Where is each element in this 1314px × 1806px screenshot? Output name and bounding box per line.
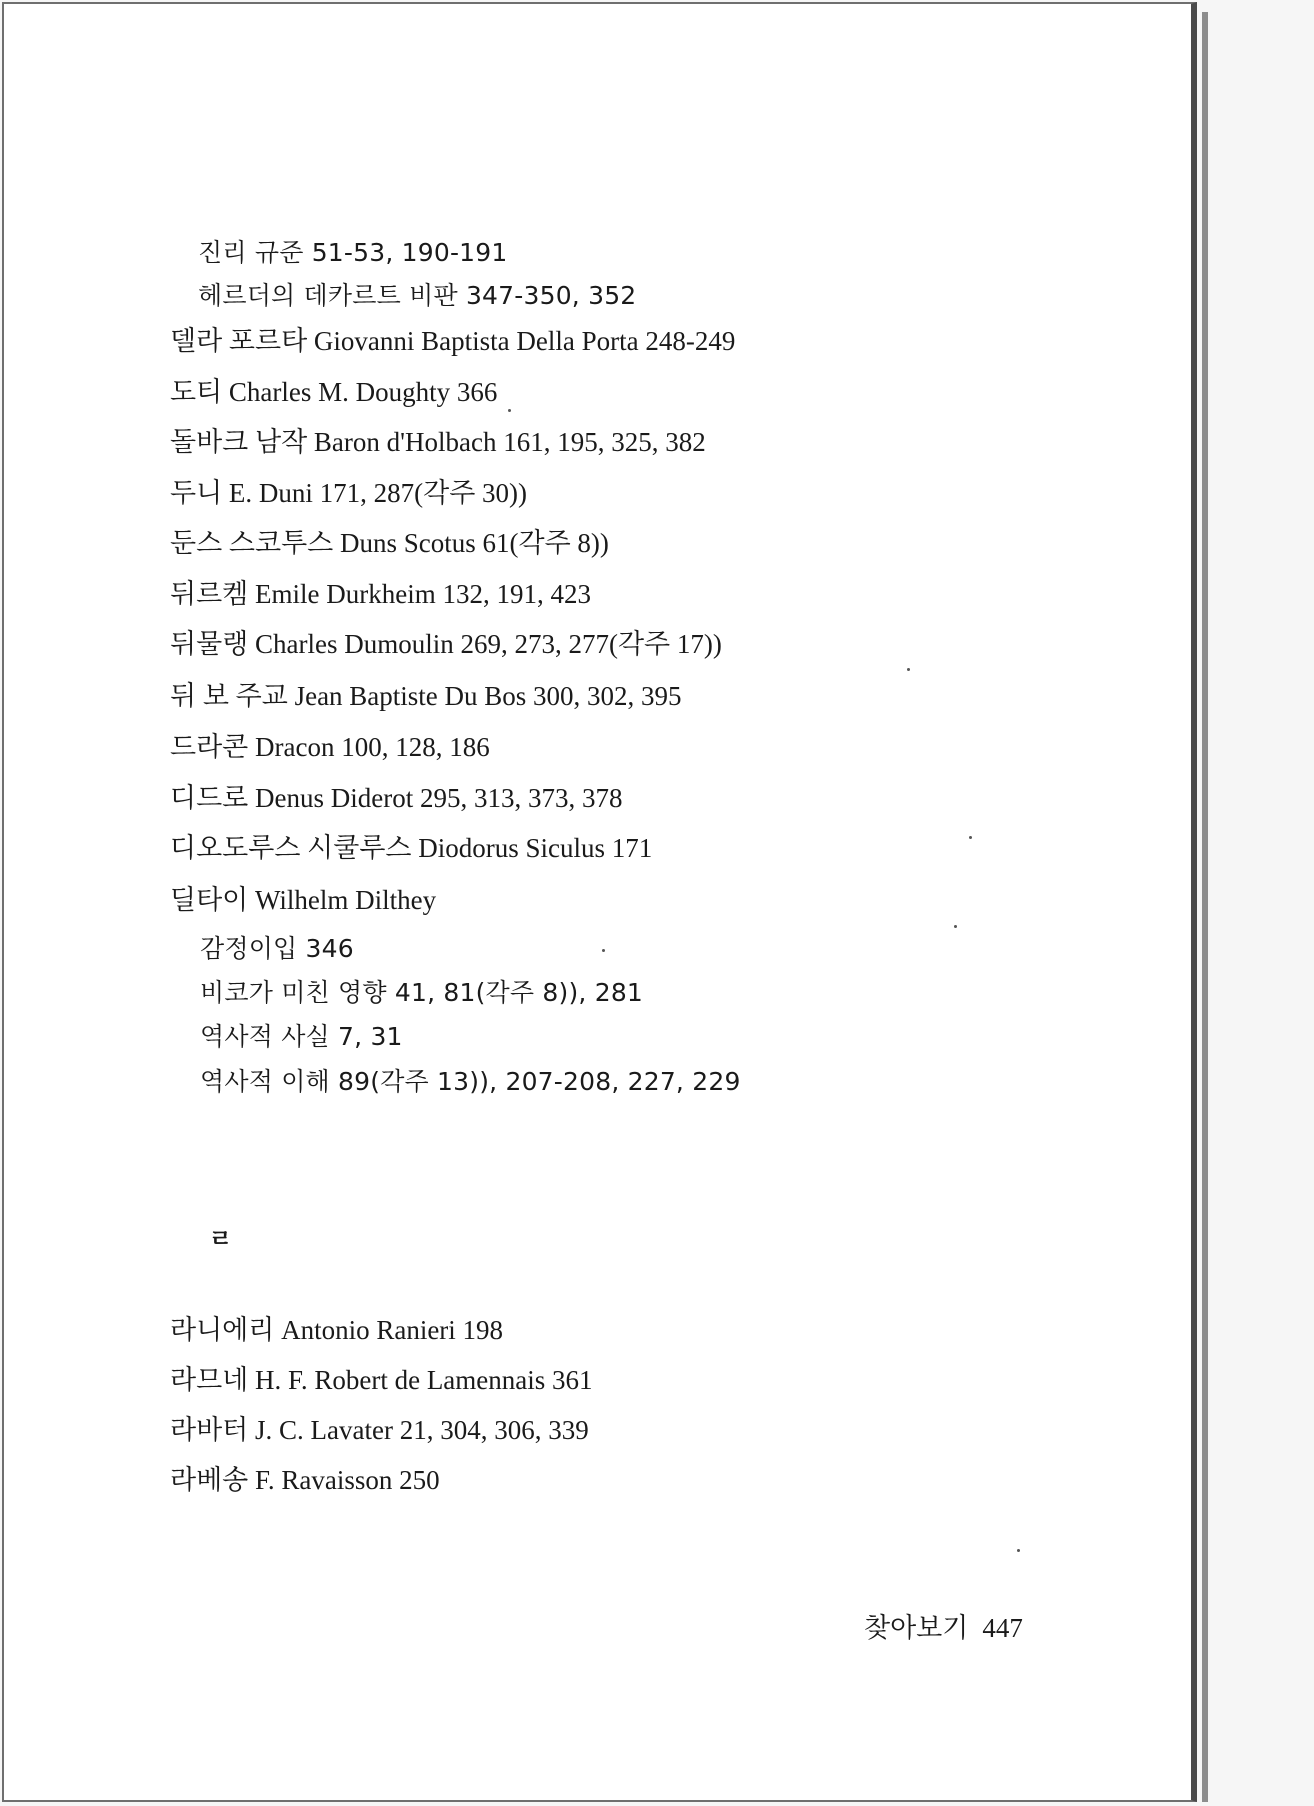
page-edge: [1202, 12, 1208, 1802]
index-entry: 뒤르켐 Emile Durkheim 132, 191, 423: [170, 579, 591, 609]
scan-speck: [969, 836, 972, 839]
scan-speck: [1017, 1549, 1020, 1552]
index-subentry: 역사적 이해 89(각주 13)), 207-208, 227, 229: [200, 1067, 741, 1096]
book-page: [2, 2, 1197, 1802]
footer-label: 찾아보기: [864, 1613, 969, 1643]
index-entry: 뒤물랭 Charles Dumoulin 269, 273, 277(각주 17)): [170, 629, 722, 659]
index-subentry: 비코가 미친 영향 41, 81(각주 8)), 281: [200, 978, 644, 1007]
index-subentry: 역사적 사실 7, 31: [200, 1022, 403, 1051]
index-entry: 돌바크 남작 Baron d'Holbach 161, 195, 325, 382: [170, 427, 706, 457]
scan-speck: [907, 668, 910, 671]
index-entry: 디오도루스 시쿨루스 Diodorus Siculus 171: [170, 833, 653, 863]
index-subentry: 진리 규준 51-53, 190-191: [198, 238, 508, 267]
index-entry: 딜타이 Wilhelm Dilthey: [170, 885, 437, 915]
index-entry: 뒤 보 주교 Jean Baptiste Du Bos 300, 302, 395: [170, 681, 682, 711]
section-heading: ㄹ: [209, 1225, 233, 1253]
index-entry: 라니에리 Antonio Ranieri 198: [170, 1315, 504, 1345]
scan-speck: [954, 925, 957, 928]
index-entry: 두니 E. Duni 171, 287(각주 30)): [170, 478, 528, 508]
index-entry: 델라 포르타 Giovanni Baptista Della Porta 248-249: [170, 326, 736, 356]
index-entry: 라베송 F. Ravaisson 250: [170, 1465, 440, 1495]
index-subentry: 감정이입 346: [200, 934, 354, 963]
scan-speck: [508, 409, 511, 412]
page-footer: [864, 1606, 1023, 1645]
index-entry: 라므네 H. F. Robert de Lamennais 361: [170, 1365, 593, 1395]
index-entry: 둔스 스코투스 Duns Scotus 61(각주 8)): [170, 528, 609, 558]
index-entry: 드라콘 Dracon 100, 128, 186: [170, 732, 490, 762]
index-entry: 디드로 Denus Diderot 295, 313, 373, 378: [170, 783, 623, 813]
index-entry: 도티 Charles M. Doughty 366: [170, 377, 498, 407]
scan-speck: [602, 949, 605, 952]
index-entry: 라바터 J. C. Lavater 21, 304, 306, 339: [170, 1415, 589, 1445]
index-subentry: 헤르더의 데카르트 비판 347-350, 352: [198, 281, 637, 310]
page-number: 447: [982, 1613, 1023, 1643]
